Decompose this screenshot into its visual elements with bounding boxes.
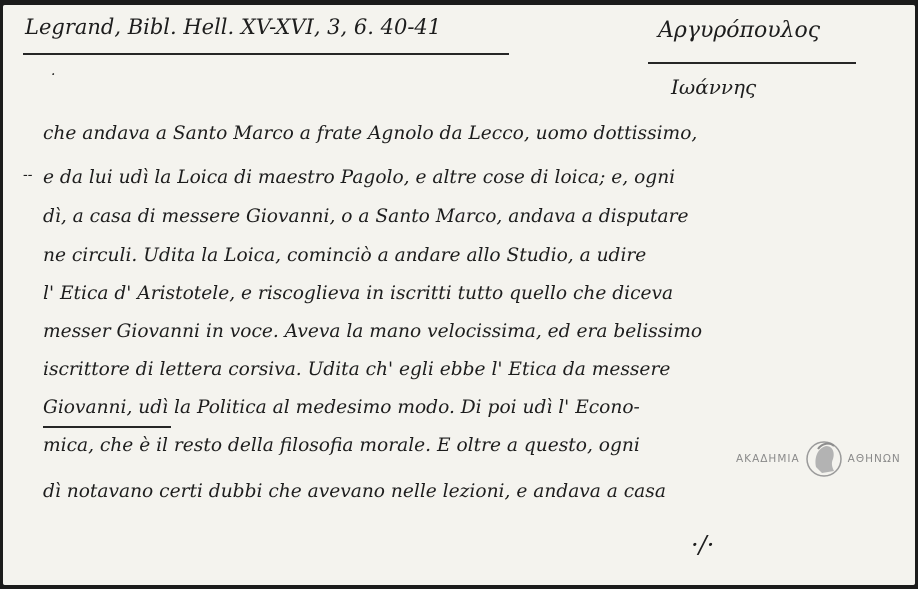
stamp-text-left: ΑΚΑΔΗΜΙΑ bbox=[736, 453, 800, 465]
author-given-name: Ιωάννης bbox=[671, 75, 757, 99]
bibliographic-reference: Legrand, Bibl. Hell. XV-XVI, 3, 6. 40-41 bbox=[25, 15, 442, 39]
athena-head-icon bbox=[804, 437, 844, 481]
page-continuation-mark: ·/· bbox=[691, 531, 715, 559]
text-line: Giovanni, udì la Politica al medesimo modo. Di poi udì l' Econo- bbox=[43, 397, 640, 418]
text-line: mica, che è il resto della filosofia morale. E oltre a questo, ogni bbox=[43, 435, 640, 456]
margin-mark: · bbox=[51, 67, 56, 83]
text-line: iscrittore di lettera corsiva. Udita ch' egli ebbe l' Etica da messere bbox=[43, 359, 671, 380]
author-surname: Αργυρόπουλος bbox=[658, 18, 821, 43]
text-line: dì, a casa di messere Giovanni, o a Santo Marco, andava a disputare bbox=[43, 206, 689, 227]
reference-underline bbox=[23, 53, 509, 55]
text-line: messer Giovanni in voce. Aveva la mano velocissima, ed era belissimo bbox=[43, 321, 703, 342]
word-underline bbox=[43, 426, 171, 428]
margin-mark: -- bbox=[23, 167, 33, 183]
surname-underline bbox=[648, 62, 856, 64]
text-line: l' Etica d' Aristotele, e riscoglieva in iscritti tutto quello che diceva bbox=[43, 283, 674, 304]
academy-watermark-stamp bbox=[736, 437, 901, 481]
stamp-text-right: ΑΘΗΝΩΝ bbox=[847, 453, 901, 465]
index-card bbox=[3, 5, 915, 585]
text-line: dì notavano certi dubbi che avevano nelle lezioni, e andava a casa bbox=[43, 481, 666, 502]
text-line: e da lui udì la Loica di maestro Pagolo, e altre cose di loica; e, ogni bbox=[43, 167, 676, 188]
text-line: che andava a Santo Marco a frate Agnolo da Lecco, uomo dottissimo, bbox=[43, 123, 698, 144]
text-line: ne circuli. Udita la Loica, cominciò a andare allo Studio, a udire bbox=[43, 245, 647, 266]
